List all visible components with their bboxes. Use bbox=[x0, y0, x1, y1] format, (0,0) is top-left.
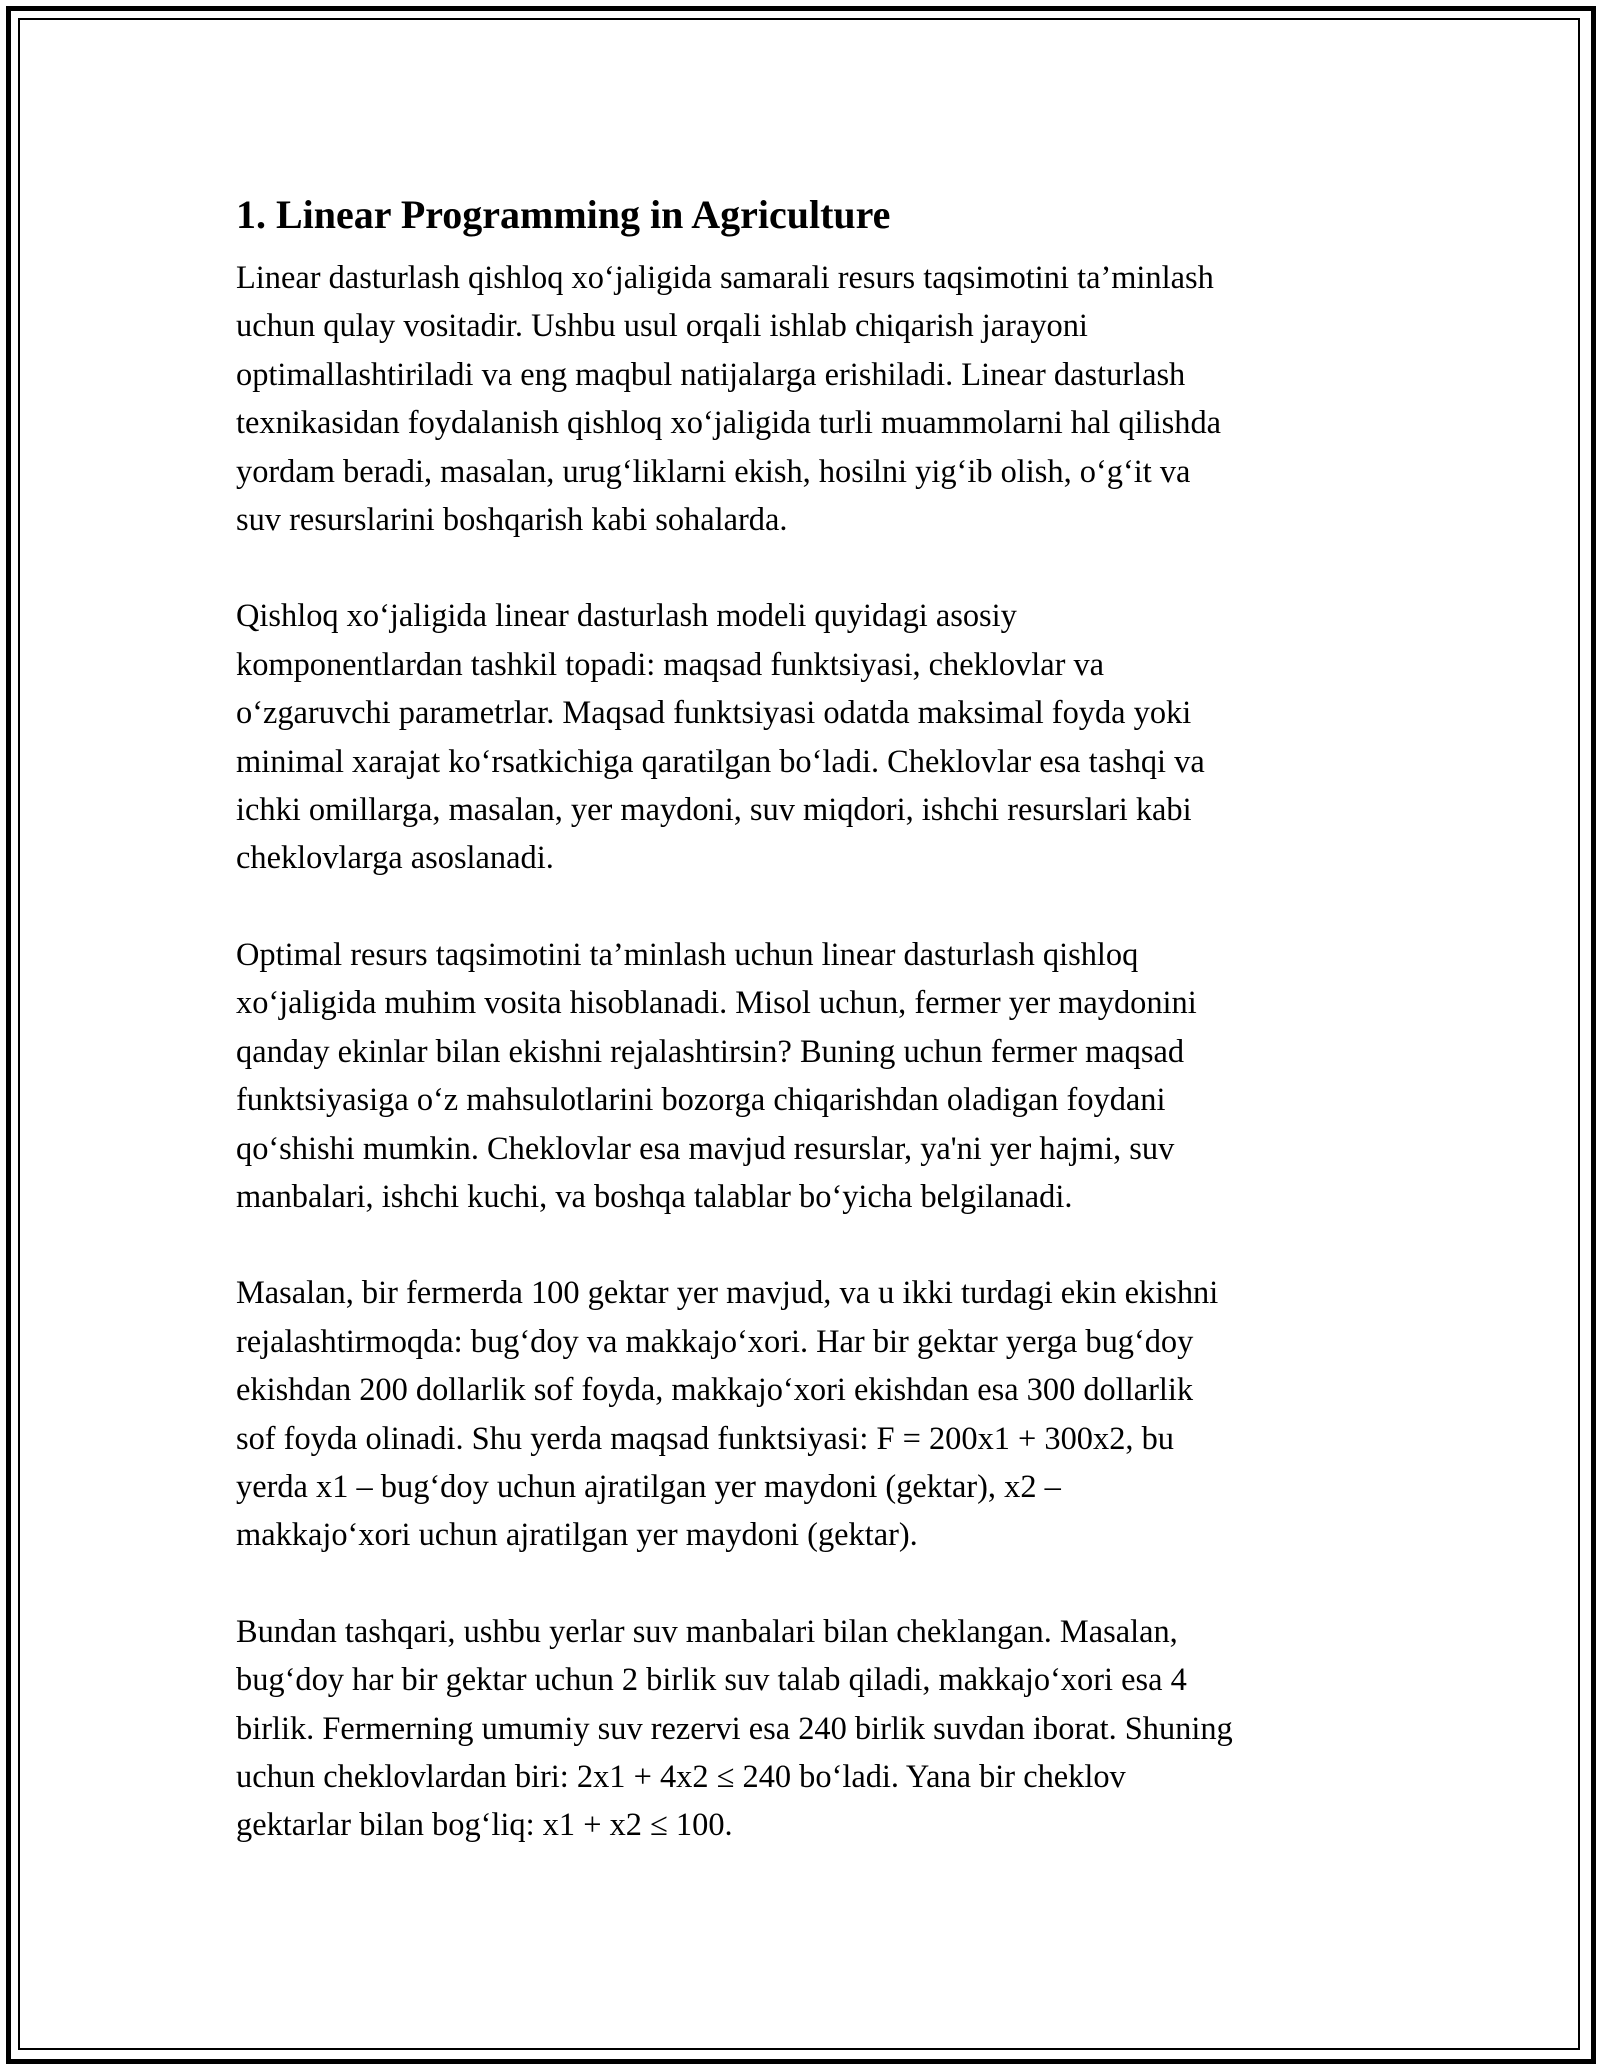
paragraph-resource-allocation: Optimal resurs taqsimotini ta’minlash uchun linear dasturlash qishloq xo‘jaligida muhim vosita hisoblanadi. Misol uchun, fermer yer maydonini qanday ekinlar bilan ekishni rejalashtirsin? Buning uchun fermer maqsad funktsiyasiga o‘z mahsulotlarini bozorga chiqarishdan oladigan foydani qo‘shishi mumkin. Cheklovlar esa mavjud resurslar, ya'ni yer hajmi, suv manbalari, ishchi kuchi, va boshqa talablar bo‘yicha belgilanadi. bbox=[236, 936, 1197, 1215]
paragraph-example-objective: Masalan, bir fermerda 100 gektar yer mavjud, va u ikki turdagi ekin ekishni rejalashtirmoqda: bug‘doy va makkajo‘xori. Har bir gektar yerga bug‘doy ekishdan 200 dollarlik sof foyda, makkajo‘xori ekishdan esa 300 dollarlik sof foyda olinadi. Shu yerda maqsad funktsiyasi: F = 200x1 + 300x2, bu yerda x1 – bug‘doy uchun ajratilgan yer maydoni (gektar), x2 – makkajo‘xori uchun ajratilgan yer maydoni (gektar). bbox=[236, 1275, 1219, 1554]
paragraph-example-constraints: Bundan tashqari, ushbu yerlar suv manbalari bilan cheklangan. Masalan, bug‘doy har bir gektar uchun 2 birlik suv talab qiladi, makkajo‘xori esa 4 birlik. Fermerning umumiy suv rezervi esa 240 birlik suvdan iborat. Shuning uchun cheklovlardan biri: 2x1 + 4x2 ≤ 240 bo‘ladi. Yana bir cheklov gektarlar bilan bog‘liq: x1 + x2 ≤ 100. bbox=[236, 1613, 1233, 1844]
section-heading: 1. Linear Programming in Agriculture bbox=[236, 192, 891, 237]
paragraph-intro: Linear dasturlash qishloq xo‘jaligida samarali resurs taqsimotini ta’minlash uchun qulay vositadir. Ushbu usul orqali ishlab chiqarish jarayoni optimallashtiriladi va eng maqbul natijalarga erishiladi. Linear dasturlash texnikasidan foydalanish qishloq xo‘jaligida turli muammolarni hal qilishda yordam beradi, masalan, urug‘liklarni ekish, hosilni yig‘ib olish, o‘g‘it va suv resurslarini boshqarish kabi sohalarda. bbox=[236, 260, 1222, 539]
paragraph-model-components: Qishloq xo‘jaligida linear dasturlash modeli quyidagi asosiy komponentlardan tashkil topadi: maqsad funktsiyasi, cheklovlar va o‘zgaruvchi parametrlar. Maqsad funktsiyasi odatda maksimal foyda yoki minimal xarajat ko‘rsatkichiga qaratilgan bo‘ladi. Cheklovlar esa tashqi va ichki omillarga, masalan, yer maydoni, suv miqdori, ishchi resurslari kabi cheklovlarga asoslanadi. bbox=[236, 598, 1205, 877]
document-body bbox=[236, 180, 1376, 1850]
